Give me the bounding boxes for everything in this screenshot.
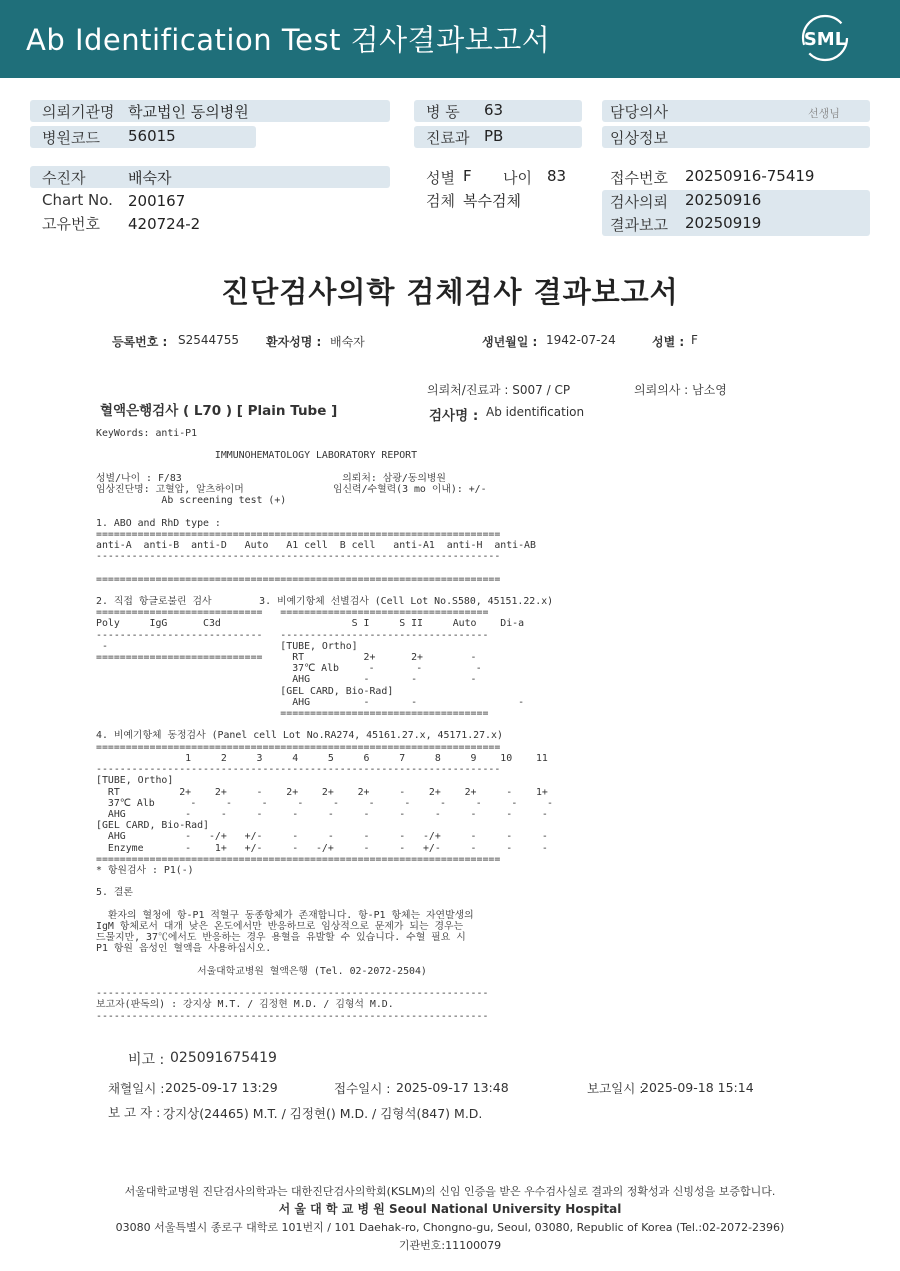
- hospital-label: 의뢰기관명: [42, 103, 115, 121]
- reg-label: 등록번호 :: [112, 335, 168, 349]
- sml-logo: [796, 12, 854, 64]
- footer-hospital-name: 서 울 대 학 교 병 원 Seoul National University Hospital: [278, 1202, 622, 1216]
- receive-value: 2025-09-17 13:48: [396, 1080, 509, 1095]
- result-label: 결과보고: [610, 216, 668, 234]
- report-title: 진단검사의학 검체검사 결과보고서: [221, 275, 679, 309]
- ward-value: 63: [484, 101, 504, 119]
- name-label: 환자성명 :: [266, 335, 322, 349]
- test-name-label: 검사명 :: [429, 408, 479, 424]
- dept-label: 진료과: [426, 129, 470, 147]
- footer-address: 03080 서울특별시 종로구 대학로 101번지 / 101 Daehak-ro, Chongno-gu, Seoul, 03080, Republic of Korea (Tel.:02-2072-2396): [115, 1221, 785, 1234]
- dept-text: 의뢰처/진료과 : S007 / CP: [427, 383, 571, 397]
- header-bar: [0, 0, 900, 78]
- doctor-label: 담당의사: [610, 103, 668, 121]
- patient-value: 배숙자: [128, 169, 172, 187]
- name-value: 배숙자: [330, 335, 365, 349]
- reporter-label: 보 고 자 :: [108, 1105, 161, 1120]
- receive-label: 접수일시 :: [334, 1081, 391, 1096]
- uid-value: 420724-2: [128, 215, 201, 233]
- ward-label: 병 동: [426, 103, 460, 121]
- footer-certification: 서울대학교병원 진단검사의학과는 대한진단검사의학회(KSLM)의 신임 인증을 받은 우수검사실로 결과의 정확성과 신빙성을 보증합니다.: [124, 1185, 776, 1198]
- header-title: Ab Identification Test 검사결과보고서: [26, 23, 551, 57]
- result-value: 20250919: [685, 214, 762, 232]
- code-value: 56015: [128, 127, 176, 145]
- specimen-label: 검체: [426, 192, 455, 210]
- doctor-value: 선생님: [808, 107, 840, 120]
- specimen-value: 복수검체: [463, 192, 521, 210]
- test-heading: 혈액은행검사 ( L70 ) [ Plain Tube ]: [100, 403, 338, 419]
- collect-label: 채혈일시 :: [108, 1081, 165, 1096]
- clinical-label: 임상정보: [610, 129, 668, 147]
- note-label: 비고 :: [128, 1052, 165, 1068]
- logo-text: SML: [803, 29, 847, 50]
- test-name-value: Ab identification: [486, 405, 585, 419]
- reg-value: S2544755: [178, 333, 240, 347]
- report-time-value: 2025-09-18 15:14: [641, 1080, 754, 1095]
- report-sex-value: F: [691, 333, 698, 347]
- uid-label: 고유번호: [42, 215, 100, 233]
- receipt-value: 20250916-75419: [685, 167, 815, 185]
- lab-report-body: KeyWords: anti-P1 IMMUNOHEMATOLOGY LABORATORY REPORT 성별/나이 : F/83 의뢰처: 삼광/동의병원 임상진단명: 고혈압, 알츠하이머 임신력/수혈력(3 mo 이내): +/- Ab screening test (+) 1. ABO and RhD type : ==================================================================== anti-A anti-B anti-D Auto A1 cell B cell anti-A1 anti-H anti-AB -------------------------------------------------------------------- ==================================================================== 2. 직접 항글로불린 검사 3. 비예기항체 선별검사 (Cell Lot No.S580, 45151.22.x) ============================ =================================== Poly IgG C3d S I S II Auto Di-a ---------------------------- ----------------------------------- - [TUBE, Ortho] ============================ RT 2+ 2+ - 37℃ Alb - - - AHG - - - [GEL CARD, Bio-Rad] AHG - - - =================================== 4. 비예기항체 동정검사 (Panel cell Lot No.RA274, 45161.27.x, 45171.27.x) ==================================================================== 1 2 3 4 5 6 7 8 9 10 11 -------------------------------------------------------------------- [TUBE, Ortho] RT 2+ 2+ - 2+ 2+ 2+ - 2+ 2+ - 1+ 37℃ Alb - - - - - - - - - - - AHG - - - - - - - - - - - [GEL CARD, Bio-Rad] AHG - -/+ +/- - - - - -/+ - - - Enzyme - 1+ +/- - -/+ - - +/- - - - ==================================================================== * 항원검사 : P1(-) 5. 결론 환자의 혈청에 항-P1 적혈구 동종항체가 존재합니다. 항-P1 항체는 자연발생의 IgM 항체로서 대개 낮은 온도에서만 반응하므로 임상적으로 문제가 되는 경우는 드물지만, 37℃에서도 반응하는 경우 용혈을 유발할 수 있습니다. 수혈 필요 시 P1 항원 음성인 혈액을 사용하십시오. 서울대학교병원 혈액은행 (Tel. 02-2072-2504) ------------------------------------------------------------------ 보고자(판독의) : 강지상 M.T. / 김정현 M.D. / 김형석 M.D. ------------------------------------------------------------------: [96, 428, 554, 1022]
- request-value: 20250916: [685, 191, 762, 209]
- receipt-label: 접수번호: [610, 169, 668, 187]
- sex-label: 성별: [426, 169, 455, 187]
- code-label: 병원코드: [42, 129, 100, 147]
- chart-label: Chart No.: [42, 191, 113, 209]
- age-value: 83: [547, 167, 567, 185]
- note-value: 025091675419: [170, 1050, 277, 1066]
- reporter-value: 강지상(24465) M.T. / 김정현() M.D. / 김형석(847) M.D.: [163, 1106, 483, 1121]
- patient-label: 수진자: [42, 169, 86, 187]
- physician-text: 의뢰의사 : 남소영: [634, 383, 727, 397]
- sex-value: F: [463, 167, 472, 185]
- report-time-label: 보고일시 :: [587, 1081, 644, 1096]
- age-label: 나이: [503, 169, 532, 187]
- report-sex-label: 성별 :: [652, 335, 685, 349]
- footer-institution-no: 기관번호:11100079: [398, 1239, 502, 1252]
- dept-value: PB: [484, 127, 504, 145]
- collect-value: 2025-09-17 13:29: [165, 1080, 278, 1095]
- request-label: 검사의뢰: [610, 193, 668, 211]
- dob-label: 생년월일 :: [482, 335, 538, 349]
- hospital-value: 학교법인 동의병원: [128, 103, 249, 121]
- chart-value: 200167: [128, 192, 186, 210]
- dob-value: 1942-07-24: [546, 333, 616, 347]
